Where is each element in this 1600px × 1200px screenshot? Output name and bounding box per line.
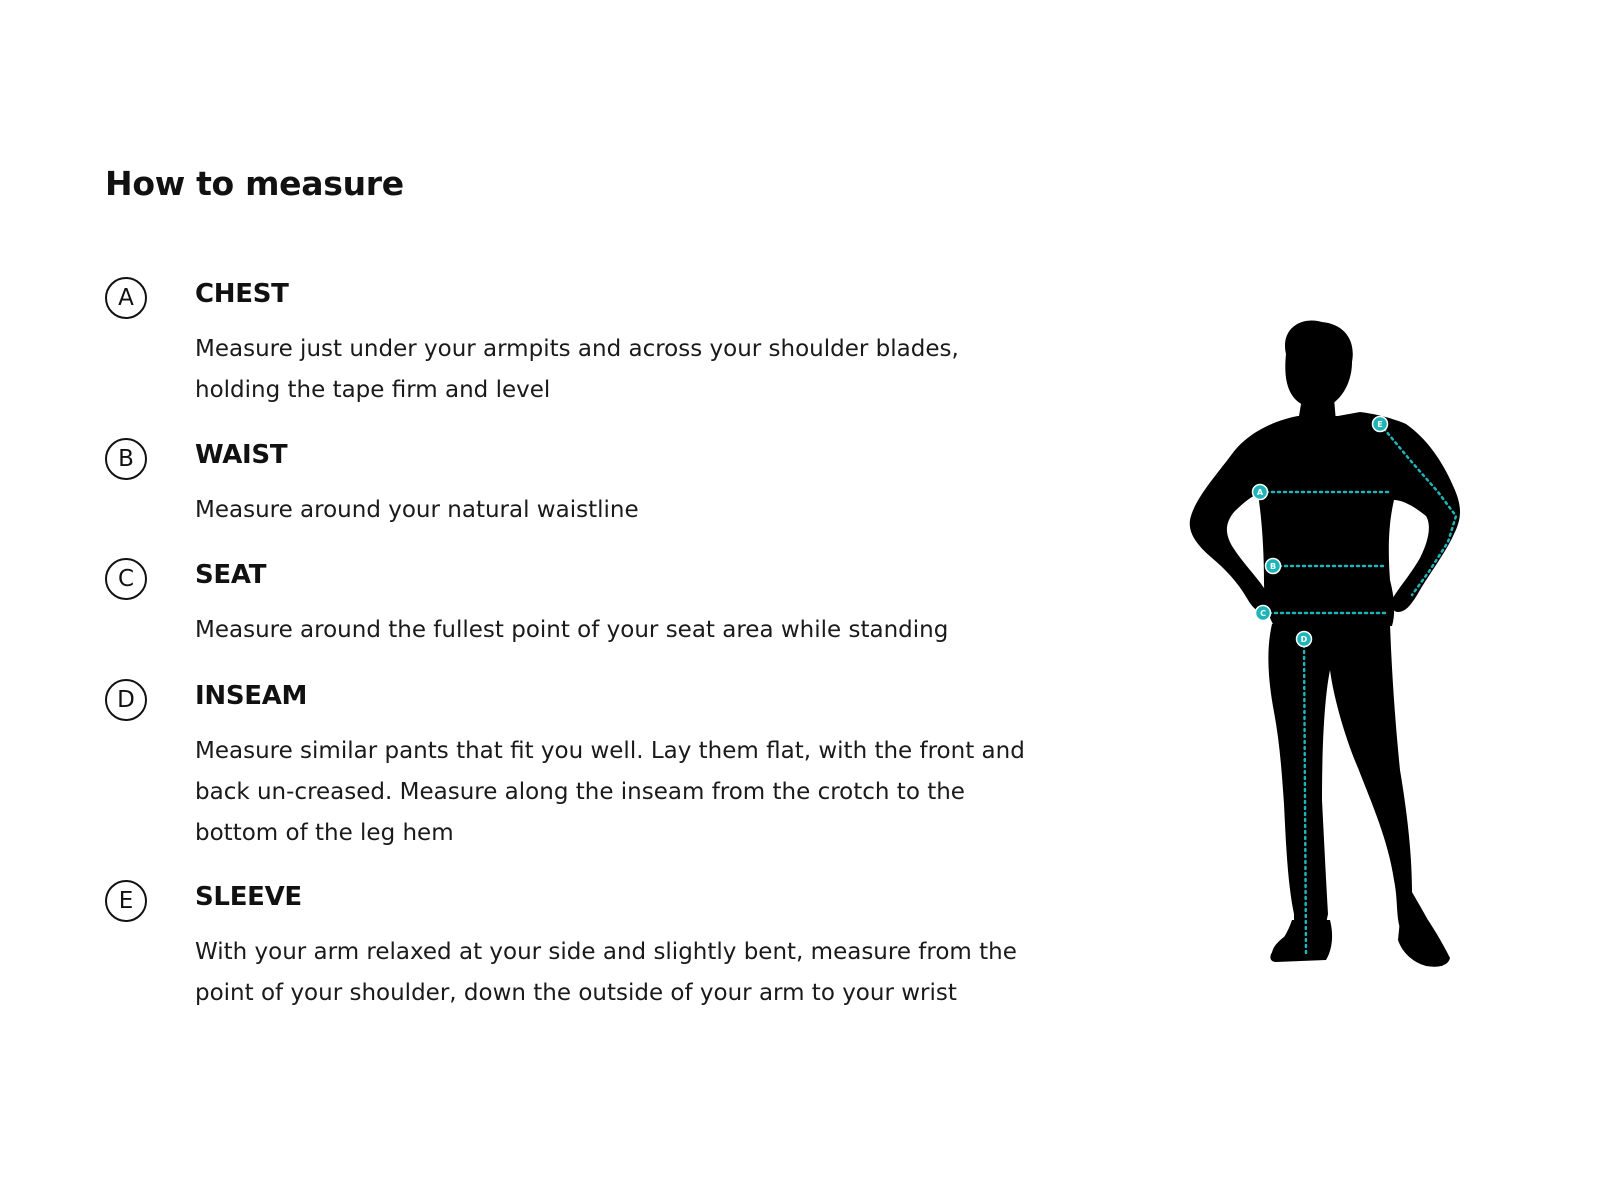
letter-badge-b: B: [105, 438, 147, 480]
marker-c: [1256, 606, 1271, 621]
svg-text:E: E: [1377, 420, 1383, 429]
right-shoe-shape: [1398, 920, 1450, 967]
marker-a: [1253, 485, 1268, 500]
measurement-heading-inseam: INSEAM: [195, 681, 308, 711]
measurement-heading-chest: CHEST: [195, 279, 289, 309]
measurement-description-inseam: Measure similar pants that fit you well. Lay them flat, with the front and back un-creased. Measure along the inseam from the crotch to the bottom of the leg hem: [195, 738, 1025, 846]
measurement-description-sleeve: With your arm relaxed at your side and slightly bent, measure from the point of your shoulder, down the outside of your arm to your wrist: [195, 939, 1017, 1006]
measurement-heading-sleeve: SLEEVE: [195, 882, 302, 912]
letter-badge-a: A: [105, 277, 147, 319]
measurement-description-chest: Measure just under your armpits and across your shoulder blades, holding the tape firm and level: [195, 336, 959, 403]
svg-text:C: C: [1260, 609, 1266, 618]
letter-badge-c: C: [105, 558, 147, 600]
marker-d: [1297, 632, 1312, 647]
torso-shape: [1190, 412, 1460, 626]
body-silhouette-icon: [1180, 320, 1510, 1010]
marker-b: [1266, 559, 1281, 574]
measurement-description-seat: Measure around the fullest point of your seat area while standing: [195, 617, 949, 643]
measurement-heading-waist: WAIST: [195, 440, 288, 470]
letter-badge-e: E: [105, 880, 147, 922]
page-title: How to measure: [105, 164, 404, 203]
body-figure: [1180, 320, 1510, 1010]
svg-text:A: A: [1256, 488, 1264, 497]
svg-text:D: D: [1300, 635, 1308, 644]
legs-shape: [1268, 624, 1444, 966]
marker-e: [1373, 417, 1388, 432]
measurement-heading-seat: SEAT: [195, 560, 267, 590]
letter-badge-d: D: [105, 679, 147, 721]
svg-text:B: B: [1269, 562, 1277, 571]
silhouette: [1190, 320, 1460, 966]
head-shape: [1285, 320, 1353, 407]
measurement-description-waist: Measure around your natural waistline: [195, 497, 639, 523]
